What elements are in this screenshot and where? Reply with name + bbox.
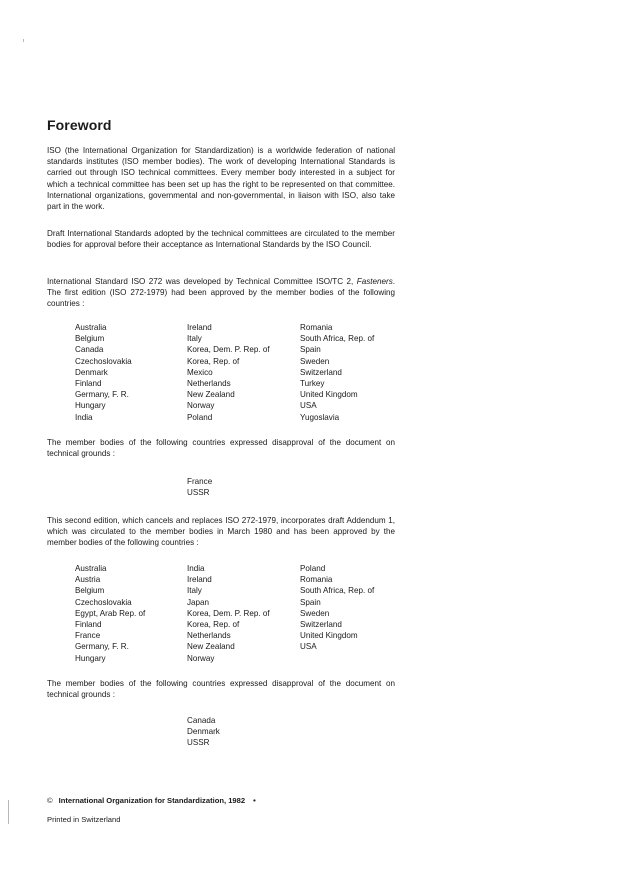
country-item: Romania xyxy=(300,323,333,332)
country-item: United Kingdom xyxy=(300,631,358,641)
approval-1979-country-list xyxy=(75,322,405,423)
country-item: Canada xyxy=(187,716,216,725)
country-item: Sweden xyxy=(300,608,330,618)
country-item: South Africa, Rep. of xyxy=(300,586,375,596)
country-item: Germany, F. R. xyxy=(75,390,129,400)
page-title: Foreword xyxy=(47,117,112,133)
country-item: USA xyxy=(300,401,317,411)
country-item: USSR xyxy=(187,738,210,748)
approval-1979-col-1 xyxy=(75,322,187,423)
country-item: Australia xyxy=(75,564,107,573)
country-item: Mexico xyxy=(187,367,213,377)
country-item: Germany, F. R. xyxy=(75,642,129,652)
approval-1979-col-2 xyxy=(187,322,300,423)
approval-1979-col-3 xyxy=(300,322,405,423)
country-item: Ireland xyxy=(187,323,212,332)
country-item: Korea, Dem. P. Rep. of xyxy=(187,608,270,618)
country-item: France xyxy=(187,477,213,486)
country-item: Japan xyxy=(187,597,210,607)
bullet-icon: • xyxy=(253,796,256,805)
country-item: Denmark xyxy=(75,367,108,377)
approval-1980-country-list xyxy=(75,563,405,664)
copyright-line xyxy=(47,796,256,805)
country-item: Hungary xyxy=(75,653,106,663)
country-item: Austria xyxy=(75,575,101,585)
approval-1980-col-2 xyxy=(187,563,300,664)
country-item: Netherlands xyxy=(187,631,231,641)
approval-1980-col-1 xyxy=(75,563,187,664)
country-item: Sweden xyxy=(300,356,330,366)
country-item: Switzerland xyxy=(300,367,342,377)
country-item: India xyxy=(187,564,205,573)
country-item: Switzerland xyxy=(300,620,342,630)
paragraph-disapproval-1979: The member bodies of the following countries expressed disapproval of the document on technical grounds : xyxy=(47,438,395,459)
copyright-text: International Organization for Standardization, 1982 xyxy=(58,796,246,805)
country-item: France xyxy=(75,631,101,641)
country-item: New Zealand xyxy=(187,390,235,400)
country-item: Spain xyxy=(300,597,321,607)
country-item: Yugoslavia xyxy=(300,412,340,422)
country-item: Canada xyxy=(75,345,104,355)
paragraph-disapproval-1980: The member bodies of the following countries expressed disapproval of the document on technical grounds : xyxy=(47,679,395,700)
approval-1980-col-3 xyxy=(300,563,405,664)
copyright-symbol: © xyxy=(47,796,53,805)
country-item: Poland xyxy=(187,412,213,422)
country-item: Korea, Rep. of xyxy=(187,356,240,366)
country-item: Romania xyxy=(300,575,333,585)
country-item: Korea, Rep. of xyxy=(187,620,240,630)
committee-name: Fasteners xyxy=(356,277,393,286)
country-item: Denmark xyxy=(187,727,220,737)
paragraph-first-edition xyxy=(47,276,395,310)
country-item: New Zealand xyxy=(187,642,235,652)
country-item: Korea, Dem. P. Rep. of xyxy=(187,345,270,355)
country-item: USA xyxy=(300,642,317,652)
country-item: Finland xyxy=(75,620,102,630)
paragraph-second-edition: This second edition, which cancels and replaces ISO 272-1979, incorporates draft Addendum 1, which was circulated to the member bodies in March 1980 and has been approved by the member bodies of the following countries : xyxy=(47,516,395,548)
country-item: Netherlands xyxy=(187,379,231,389)
country-item: Czechoslovakia xyxy=(75,356,132,366)
scan-artifact xyxy=(8,800,9,824)
country-item: Norway xyxy=(187,653,215,663)
country-item: Turkey xyxy=(300,379,325,389)
country-item: Ireland xyxy=(187,575,212,585)
paragraph-iso-intro: ISO (the International Organization for Standardization) is a worldwide federation of national standards institutes (ISO member bodies). The work of developing International Standards is carried out through ISO technical committees. Every member body interested in a subject for which a technical committee has been set up has the right to be represented on that committee. International organizations, governmental and non-governmental, in liaison with ISO, also take part in the work. xyxy=(47,146,395,212)
country-item: Spain xyxy=(300,345,321,355)
paragraph-draft-standards: Draft International Standards adopted by the technical committees are circulated to the member bodies for approval before their acceptance as International Standards by the ISO Council. xyxy=(47,229,395,250)
country-item: India xyxy=(75,412,93,422)
printed-in-note: Printed in Switzerland xyxy=(47,815,121,824)
country-item: United Kingdom xyxy=(300,390,358,400)
country-item: Poland xyxy=(300,564,326,573)
country-item: Norway xyxy=(187,401,215,411)
country-item: Belgium xyxy=(75,334,105,344)
country-item: Italy xyxy=(187,334,202,344)
country-item: Belgium xyxy=(75,586,105,596)
country-item: South Africa, Rep. of xyxy=(300,334,375,344)
country-item: Italy xyxy=(187,586,202,596)
country-item: USSR xyxy=(187,488,210,498)
scan-artifact xyxy=(23,39,24,42)
first-edition-text-b: . The first edition (ISO 272-1979) had been approved by the member bodies of the following countries : xyxy=(47,277,395,309)
country-item: Australia xyxy=(75,323,107,332)
disapproval-1979-country-list xyxy=(187,476,212,498)
country-item: Egypt, Arab Rep. of xyxy=(75,608,146,618)
country-item: Finland xyxy=(75,379,102,389)
country-item: Czechoslovakia xyxy=(75,597,132,607)
first-edition-text-a: International Standard ISO 272 was developed by Technical Committee ISO/TC 2, xyxy=(47,277,354,286)
disapproval-1980-country-list xyxy=(187,715,220,749)
country-item: Hungary xyxy=(75,401,106,411)
